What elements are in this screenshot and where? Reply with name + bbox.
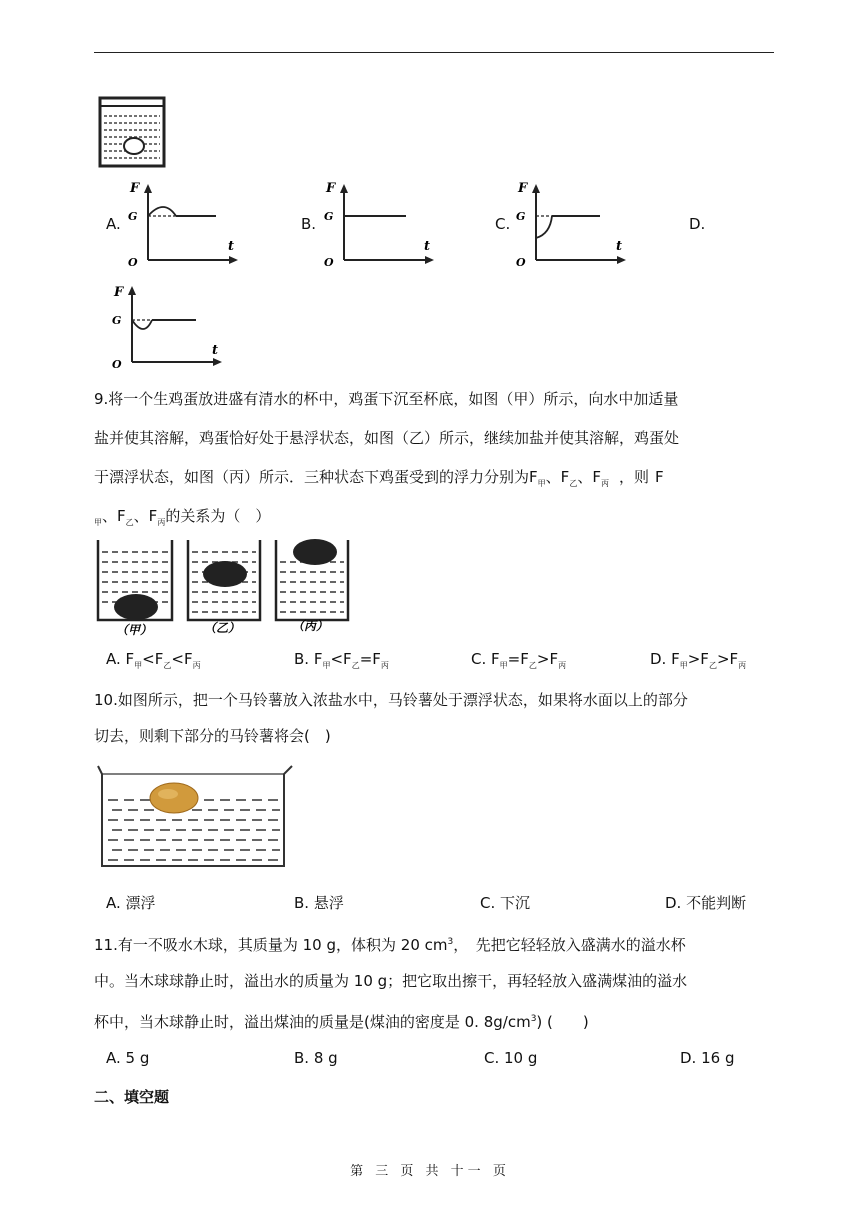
- egg-bing: [293, 539, 337, 565]
- axis-f-label: F: [130, 181, 140, 196]
- q9-line-2: 盐并使其溶解，鸡蛋恰好处于悬浮状态，如图（乙）所示，继续加盐并使其溶解，鸡蛋处: [94, 429, 680, 447]
- q9-option-d[interactable]: D. $F_甲>F_乙>F_丙$: [650, 650, 747, 670]
- graph-d: [108, 282, 226, 370]
- axis-t-label: t: [228, 239, 235, 254]
- axis-t-label: t: [212, 343, 219, 358]
- q11-line-1: 11.有一不吸水木球，其质量为 10 g，体积为 20 $cm^3$， 先把它轻轻放入盛满水的溢水杯: [94, 936, 686, 954]
- graph-b: [320, 180, 438, 268]
- axis-t-label: t: [424, 239, 431, 254]
- q11-option-c[interactable]: C. 10 g: [484, 1049, 538, 1067]
- axis-g-label: G: [128, 210, 138, 223]
- axis-g-label: G: [112, 314, 122, 327]
- q8-option-d-label[interactable]: D.: [689, 215, 706, 233]
- axis-g-label: G: [324, 210, 334, 223]
- label-yi: （乙）: [204, 621, 241, 635]
- q8-option-a-label[interactable]: A.: [106, 215, 121, 233]
- potato-tank-figure: [94, 764, 296, 870]
- q8-option-b-label[interactable]: B.: [301, 215, 317, 233]
- q10-line-1: 10.如图所示，把一个马铃薯放入浓盐水中，马铃薯处于漂浮状态，如果将水面以上的部分: [94, 691, 688, 709]
- q11-line-3: 杯中，当木球静止时，溢出煤油的质量是(煤油的密度是 0. $8g/cm^3$) ( ): [94, 1013, 589, 1031]
- axis-o-label: O: [324, 256, 334, 268]
- egg-shape: [124, 138, 144, 154]
- egg-jia: [114, 594, 158, 620]
- three-beakers-figure: [94, 536, 354, 636]
- q9-option-b[interactable]: B. $F_甲<F_乙=F_丙$: [294, 650, 389, 670]
- q9-option-c[interactable]: C. $F_甲=F_乙>F_丙$: [471, 650, 567, 670]
- q9-line-1: 9.将一个生鸡蛋放进盛有清水的杯中，鸡蛋下沉至杯底，如图（甲）所示，向水中加适量: [94, 390, 679, 408]
- axis-o-label: O: [128, 256, 138, 268]
- axis-f-label: F: [326, 181, 336, 196]
- axis-g-label: G: [516, 210, 526, 223]
- q11-option-d[interactable]: D. 16 g: [680, 1049, 735, 1067]
- section-heading: 二、填空题: [94, 1088, 170, 1106]
- q9-line-3: 于漂浮状态，如图（丙）所示．三种状态下鸡蛋受到的浮力分别为$F_甲$、$F_乙$、$F_丙$ ，则 F: [94, 468, 664, 488]
- axis-f-label: F: [518, 181, 528, 196]
- graph-c: [512, 180, 630, 268]
- q9-option-a[interactable]: A. $F_甲<F_乙<F_丙$: [106, 650, 201, 670]
- page-footer: 第 三 页 共 十一 页: [350, 1164, 510, 1179]
- q10-option-a[interactable]: A. 漂浮: [106, 894, 156, 912]
- label-jia: （甲）: [116, 623, 153, 636]
- axis-f-label: F: [114, 285, 124, 300]
- q10-option-d[interactable]: D. 不能判断: [665, 894, 747, 912]
- graph-a: [124, 180, 242, 268]
- q8-option-c-label[interactable]: C.: [495, 215, 511, 233]
- q10-option-b[interactable]: B. 悬浮: [294, 894, 344, 912]
- label-bing: （丙）: [292, 619, 329, 633]
- beaker-figure: [98, 96, 168, 170]
- q10-line-2: 切去，则剩下部分的马铃薯将会( ): [94, 727, 331, 745]
- q9-line-4: $_甲$、$F_乙$、$F_丙$的关系为（ ）: [94, 507, 271, 527]
- q10-option-c[interactable]: C. 下沉: [480, 894, 531, 912]
- q11-line-2: 中。当木球球静止时，溢出水的质量为 10 g；把它取出擦干，再轻轻放入盛满煤油的溢水: [94, 972, 688, 990]
- q11-option-a[interactable]: A. 5 g: [106, 1049, 150, 1067]
- egg-yi: [203, 561, 247, 587]
- header-rule: [94, 52, 774, 53]
- q11-option-b[interactable]: B. 8 g: [294, 1049, 338, 1067]
- axis-o-label: O: [516, 256, 526, 268]
- axis-t-label: t: [616, 239, 623, 254]
- axis-o-label: O: [112, 358, 122, 370]
